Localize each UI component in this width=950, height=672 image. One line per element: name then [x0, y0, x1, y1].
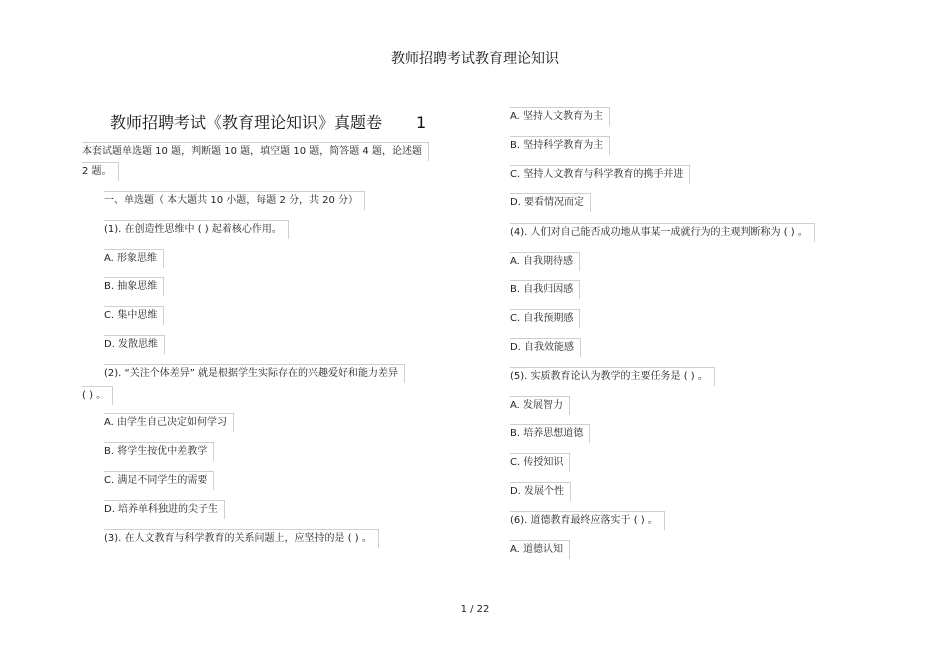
question-4-stem: (4). 人们对自己能否成功地从事某一成就行为的主观判断称为 ( ) 。 — [510, 223, 815, 242]
question-5-option-a: A. 发展智力 — [510, 396, 570, 415]
question-4-option-a: A. 自我期待感 — [510, 252, 580, 271]
section-heading-single-choice: 一、单选题（ 本大题共 10 小题，每题 2 分，共 20 分） — [104, 191, 365, 210]
intro-line-1: 本套试题单选题 10 题，判断题 10 题，填空题 10 题，简答题 4 题，论述题 — [82, 142, 429, 161]
question-5-option-b: B. 培养思想道德 — [510, 424, 590, 443]
question-3-option-d: D. 要看情况而定 — [510, 193, 591, 212]
question-1-stem: (1). 在创造性思维中 ( ) 起着核心作用。 — [104, 220, 289, 239]
document-title — [110, 110, 426, 133]
question-5-option-c: C. 传授知识 — [510, 453, 570, 472]
question-2-option-d: D. 培养单科独进的尖子生 — [104, 500, 225, 519]
page-indicator: 1 / 22 — [460, 604, 490, 615]
question-2-option-b: B. 将学生按优中差教学 — [104, 442, 214, 461]
running-header: 教师招聘考试教育理论知识 — [391, 51, 559, 67]
question-4-option-c: C. 自我预期感 — [510, 309, 580, 328]
question-5-option-d: D. 发展个性 — [510, 482, 571, 501]
question-3-option-b: B. 坚持科学教育为主 — [510, 136, 610, 155]
intro-line-2: 2 题。 — [82, 162, 119, 181]
question-4-option-d: D. 自我效能感 — [510, 338, 581, 357]
question-1-option-d: D. 发散思维 — [104, 335, 165, 354]
question-1-option-b: B. 抽象思维 — [104, 277, 164, 296]
question-4-option-b: B. 自我归因感 — [510, 280, 580, 299]
question-3-stem: (3). 在人文教育与科学教育的关系问题上，应坚持的是 ( ) 。 — [104, 529, 379, 548]
question-2-stem-line-1: (2). “关注个体差异” 就是根据学生实际存在的兴趣爱好和能力差异 — [104, 364, 405, 383]
question-6-stem: (6). 道德教育最终应落实于 ( ) 。 — [510, 511, 665, 530]
question-2-option-a: A. 由学生自己决定如何学习 — [104, 413, 234, 432]
document-title-text: 教师招聘考试《教育理论知识》真题卷 — [110, 113, 383, 132]
question-1-option-a: A. 形象思维 — [104, 249, 164, 268]
question-3-option-a: A. 坚持人文教育为主 — [510, 107, 610, 126]
question-2-option-c: C. 满足不同学生的需要 — [104, 471, 214, 490]
question-1-option-c: C. 集中思维 — [104, 306, 164, 325]
question-3-option-c: C. 坚持人文教育与科学教育的携手并进 — [510, 165, 690, 184]
question-5-stem: (5). 实质教育论认为教学的主要任务是 ( ) 。 — [510, 367, 715, 386]
question-6-option-a: A. 道德认知 — [510, 540, 570, 559]
question-2-stem-line-2: ( ) 。 — [82, 386, 113, 405]
document-title-number: 1 — [416, 113, 427, 132]
